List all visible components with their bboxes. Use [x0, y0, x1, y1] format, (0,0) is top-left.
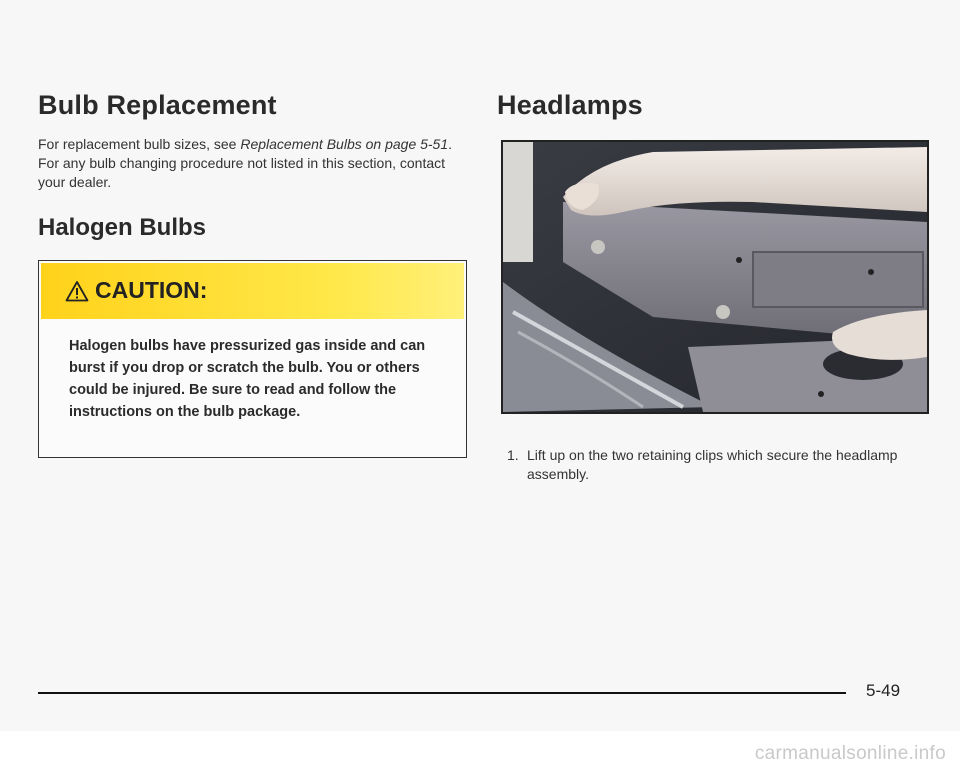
caution-box: [38, 260, 467, 458]
headlamp-photo: [501, 140, 929, 414]
watermark-text: carmanualsonline.info: [754, 743, 946, 764]
caution-label: CAUTION:: [95, 277, 208, 303]
section-heading: Bulb Replacement: [38, 90, 277, 120]
intro-paragraph: [38, 135, 468, 192]
right-column: [497, 90, 927, 482]
intro-text-1: For replacement bulb sizes, see: [38, 136, 241, 152]
watermark-bar: [0, 731, 960, 771]
caution-header: [41, 263, 464, 319]
cross-reference-link[interactable]: Replacement Bulbs on page 5-51: [240, 136, 449, 152]
headlamps-heading: Headlamps: [497, 90, 643, 120]
subsection-heading: Halogen Bulbs: [38, 214, 207, 241]
caution-title: [65, 277, 207, 304]
headlamp-photo-illustration: [503, 142, 927, 412]
step-item: [507, 446, 927, 484]
left-column: [38, 90, 470, 420]
warning-triangle-icon: [65, 280, 89, 302]
step-text: Lift up on the two retaining clips which secure the headlamp assembly.: [527, 447, 898, 482]
step-number: 1.: [507, 447, 519, 463]
intro-text-2: . For any bulb changing procedure not listed in this section, contact your dealer.: [38, 136, 453, 190]
caution-text: Halogen bulbs have pressurized gas inside and can burst if you drop or scratch the bulb. You or others could be injured. Be sure to read and follow the instructions on the bulb package.: [69, 338, 426, 420]
footer-divider: [38, 692, 846, 694]
page-number: 5-49: [866, 681, 901, 700]
